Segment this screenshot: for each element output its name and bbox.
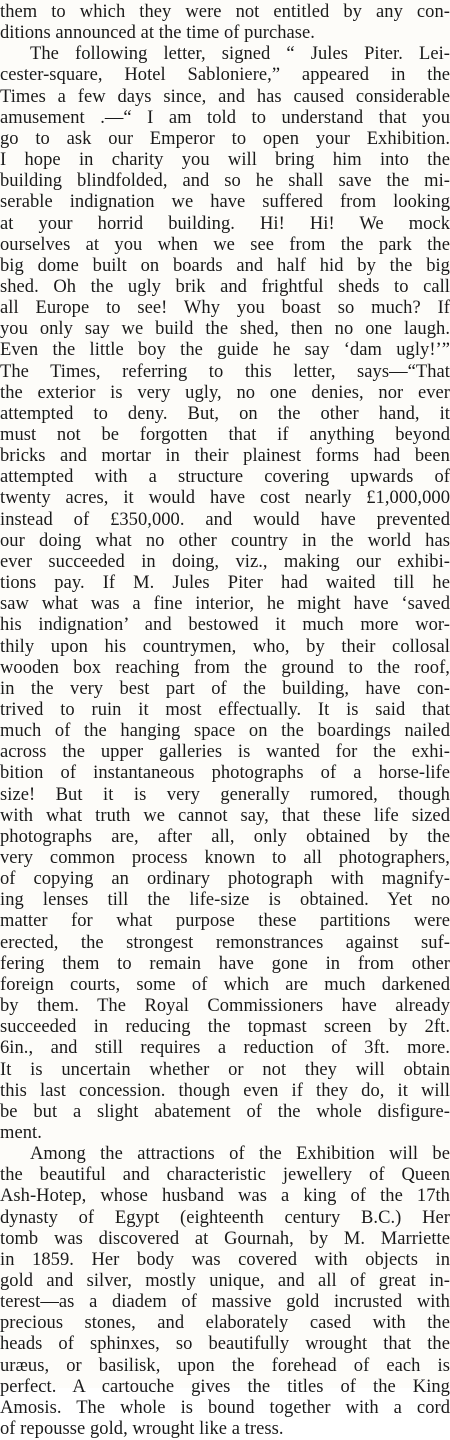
article-line: twenty acres, it would have cost nearly £1,000,000	[0, 488, 450, 509]
article-line: shed. Oh the ugly brik and frightful sheds to call	[0, 276, 450, 297]
article-line: It is uncertain whether or not they will obtain	[0, 1059, 450, 1080]
article-line: of repousse gold, wrought like a tress.	[0, 1419, 284, 1440]
article-line: his indignation’ and bestowed it much more wor-	[0, 615, 450, 636]
article-line: uræus, or basilisk, upon the forehead of each is	[0, 1355, 450, 1376]
article-line: at your horrid building. Hi! Hi! We mock	[0, 213, 450, 234]
article-line: I hope in charity you will bring him into the	[0, 150, 450, 171]
article-line: trived to ruin it most effectually. It is said that	[0, 699, 450, 720]
article-line: big dome built on boards and half hid by the big	[0, 255, 450, 276]
article-line: tions pay. If M. Jules Piter had waited till he	[0, 573, 450, 594]
article-line: you only say we build the shed, then no one laugh.	[0, 319, 450, 340]
article-line: all Europe to see! Why you boast so much? If	[0, 298, 450, 319]
article-line: go to ask our Emperor to open your Exhibition.	[0, 128, 450, 149]
article-line: The following letter, signed “ Jules Piter. Lei-	[30, 44, 450, 65]
article-line: serable indignation we have suffered from looking	[0, 192, 450, 213]
article-line: saw what was a fine interior, he might have ‘saved	[0, 594, 450, 615]
article-line: in 1859. Her body was covered with objects in	[0, 1249, 450, 1270]
article-line: dynasty of Egypt (eighteenth century B.C.) Her	[0, 1207, 450, 1228]
article-line: amusement .—“ I am told to understand that you	[0, 107, 450, 128]
article-line: this last concession. though even if they do, it will	[0, 1080, 450, 1101]
article-line: in the very best part of the building, have con-	[0, 678, 450, 699]
article-line: very common process known to all photographers,	[0, 848, 450, 868]
article-line: fering them to remain have gone in from other	[0, 953, 450, 974]
article-line: by them. The Royal Commissioners have already	[0, 996, 450, 1017]
article-line: terest—as a diadem of massive gold incrusted with	[0, 1292, 450, 1313]
article-line: Times a few days since, and has caused considerable	[0, 86, 450, 107]
article-line: Amosis. The whole is bound together with a cord	[0, 1397, 450, 1418]
article-line: thily upon his countrymen, who, by their collosal	[0, 636, 450, 657]
article-line: The Times, referring to this letter, says—“That	[0, 361, 450, 382]
article-line: size! But it is very generally rumored, though	[0, 784, 450, 805]
article-line: ment.	[0, 1122, 42, 1143]
article-line: must not be forgotten that if anything beyond	[0, 425, 450, 445]
article-line: foreign courts, some of which are much darkened	[0, 974, 450, 995]
article-line: attempted to deny. But, on the other hand, it	[0, 403, 450, 424]
article-line: ing lenses till the life-size is obtained. Yet no	[0, 890, 450, 911]
article-line: with what truth we cannot say, that these life sized	[0, 805, 450, 826]
article-line: heads of sphinxes, so beautifully wrought that the	[0, 1334, 450, 1355]
article-line: matter for what purpose these partitions were	[0, 911, 450, 932]
article-line: precious stones, and elaborately cased with the	[0, 1313, 450, 1334]
article-line: photographs are, after all, only obtained by the	[0, 826, 450, 847]
article-line: attempted with a structure covering upwards of	[0, 467, 450, 488]
article-line: instead of £350,000. and would have prevented	[0, 509, 450, 530]
article-line: cester-square, Hotel Sabloniere,” appeared in the	[0, 65, 450, 86]
article-line: ever succeeded in doing, viz., making our exhibi-	[0, 551, 450, 572]
article-line: of copying an ordinary photograph with magnify-	[0, 869, 450, 890]
article-line: our doing what no other country in the world has	[0, 530, 450, 551]
article-line: them to which they were not entitled by any con-	[0, 2, 450, 22]
article-line: the beautiful and characteristic jewellery of Queen	[0, 1165, 450, 1186]
article-line: gold and silver, mostly unique, and all of great in-	[0, 1271, 450, 1291]
article-line: Ash-Hotep, whose husband was a king of the 17th	[0, 1186, 450, 1207]
article-line: ditions announced at the time of purchase.	[0, 23, 315, 44]
article-line: Among the attractions of the Exhibition will be	[30, 1144, 450, 1165]
article-line: wooden box reaching from the ground to the roof,	[0, 657, 450, 678]
article-line: across the upper galleries is wanted for the exhi-	[0, 742, 450, 763]
article-line: bition of instantaneous photographs of a horse-life	[0, 763, 450, 784]
article-line: perfect. A cartouche gives the titles of the King	[0, 1376, 450, 1397]
article-line: ourselves at you when we see from the park the	[0, 234, 450, 255]
article-line: tomb was discovered at Gournah, by M. Marriette	[0, 1228, 450, 1249]
article-line: erected, the strongest remonstrances against suf-	[0, 932, 450, 953]
article-line: building blindfolded, and so he shall save the mi-	[0, 171, 450, 192]
article-line: succeeded in reducing the topmast screen by 2ft.	[0, 1017, 450, 1038]
article-line: bricks and mortar in their plainest forms had been	[0, 446, 450, 467]
article-line: 6in., and still requires a reduction of 3ft. more.	[0, 1038, 450, 1059]
article-line: much of the hanging space on the boardings nailed	[0, 721, 450, 742]
article-line: Even the little boy the guide he say ‘dam ugly!’”	[0, 340, 450, 361]
article-line: the exterior is very ugly, no one denies, nor ever	[0, 382, 450, 403]
article-line: be but a slight abatement of the whole disfigure-	[0, 1101, 450, 1122]
